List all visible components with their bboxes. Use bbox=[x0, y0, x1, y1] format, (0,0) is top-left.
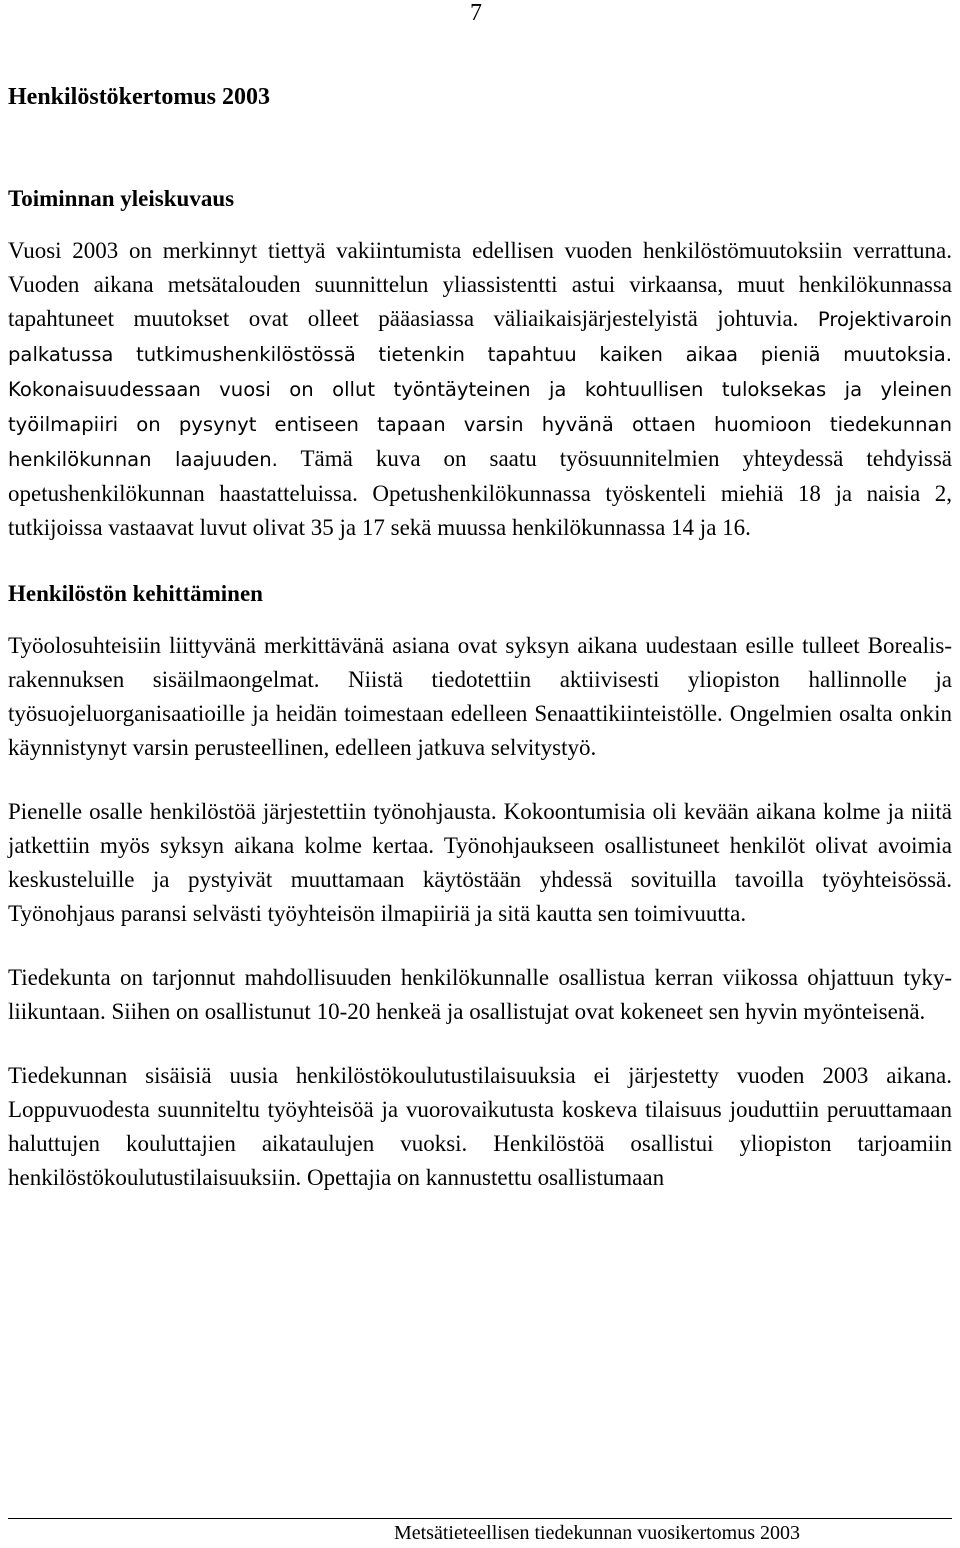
document-title: Henkilöstökertomus 2003 bbox=[8, 84, 271, 110]
footer-divider bbox=[8, 1518, 952, 1519]
paragraph-exercise: Tiedekunta on tarjonnut mahdollisuuden henkilökunnalle osallistua kerran viikossa ohjattuun tyky-liikuntaan. Siihen on osallistunut 10-20 henkeä ja osallistujat ovat kokeneet sen hyvin myönteisenä. bbox=[8, 965, 952, 1024]
document-body bbox=[8, 80, 952, 1227]
paragraph-overview-part2: Projektivaroin palkatussa tutkimushenkilöstössä tietenkin tapahtuu kaiken aikaa pieniä muutoksia. Kokonaisuudessaan vuosi on ollut työntäyteinen ja kohtuullisen tuloksekas ja yleinen työilmapiiri on pysynyt entiseen tapaan varsin hyvänä ottaen huomioon tiedekunnan henkilökunnan laajuuden. bbox=[8, 308, 952, 471]
section-heading-development: Henkilöstön kehittäminen bbox=[8, 581, 263, 606]
paragraph-overview-part1: Vuosi 2003 on merkinnyt tiettyä vakiintumista edellisen vuoden henkilöstömuutoksiin verrattuna. Vuoden aikana metsätalouden suunnittelun yliassistentti astui virkaansa, muut henkilökunnassa tapahtuneet muutokset ovat olleet pääasiassa väliaikaisjärjestelyistä johtuvia. bbox=[8, 238, 952, 331]
paragraph-indoor-air: Työolosuhteisiin liittyvänä merkittävänä asiana ovat syksyn aikana uudestaan esille tulleet Borealis-rakennuksen sisäilmaongelmat. Niistä tiedotettiin aktiivisesti yliopiston hallinnolle ja työsuojeluorganisaatioille ja heidän toimestaan edelleen Senaattikiinteistölle. Ongelmien osalta onkin käynnistynyt varsin perusteellinen, edelleen jatkuva selvitystyö. bbox=[8, 633, 952, 760]
paragraph-training: Tiedekunnan sisäisiä uusia henkilöstökoulutustilaisuuksia ei järjestetty vuoden 2003 aikana. Loppuvuodesta suunniteltu työyhteisöä ja vuorovaikutusta koskeva tilaisuus jouduttiin peruuttamaan haluttujen kouluttajien aikataulujen vuoksi. Henkilöstöä osallistui yliopiston tarjoamiin henkilöstökoulutustilaisuuksiin. Opettajia on kannustettu osallistumaan bbox=[8, 1063, 952, 1190]
section-heading-overview: Toiminnan yleiskuvaus bbox=[8, 186, 235, 211]
paragraph-overview bbox=[8, 234, 952, 545]
page-number: 7 bbox=[470, 0, 482, 26]
paragraph-work-counseling: Pienelle osalle henkilöstöä järjestettiin työnohjausta. Kokoontumisia oli kevään aikana kolme ja niitä jatkettiin myös syksyn aikana kolme kertaa. Työnohjaukseen osallistuneet henkilöt olivat avoimia keskusteluille ja pystyivät muuttamaan käytöstään yhdessä sovituilla tavoilla työyhteisössä. Työnohjaus paransi selvästi työyhteisön ilmapiiriä ja sitä kautta sen toimivuutta. bbox=[8, 799, 952, 926]
footer-text: Metsätieteellisen tiedekunnan vuosikertomus 2003 bbox=[393, 1522, 800, 1544]
paragraph-overview-part3: Tämä kuva on saatu työsuunnitelmien yhteydessä tehdyissä opetushenkilökunnan haastatteluissa. Opetushenkilökunnassa työskenteli miehiä 18 ja naisia 2, tutkijoissa vastaavat luvut olivat 35 ja 17 sekä muussa henkilökunnassa 14 ja 16. bbox=[8, 446, 952, 540]
